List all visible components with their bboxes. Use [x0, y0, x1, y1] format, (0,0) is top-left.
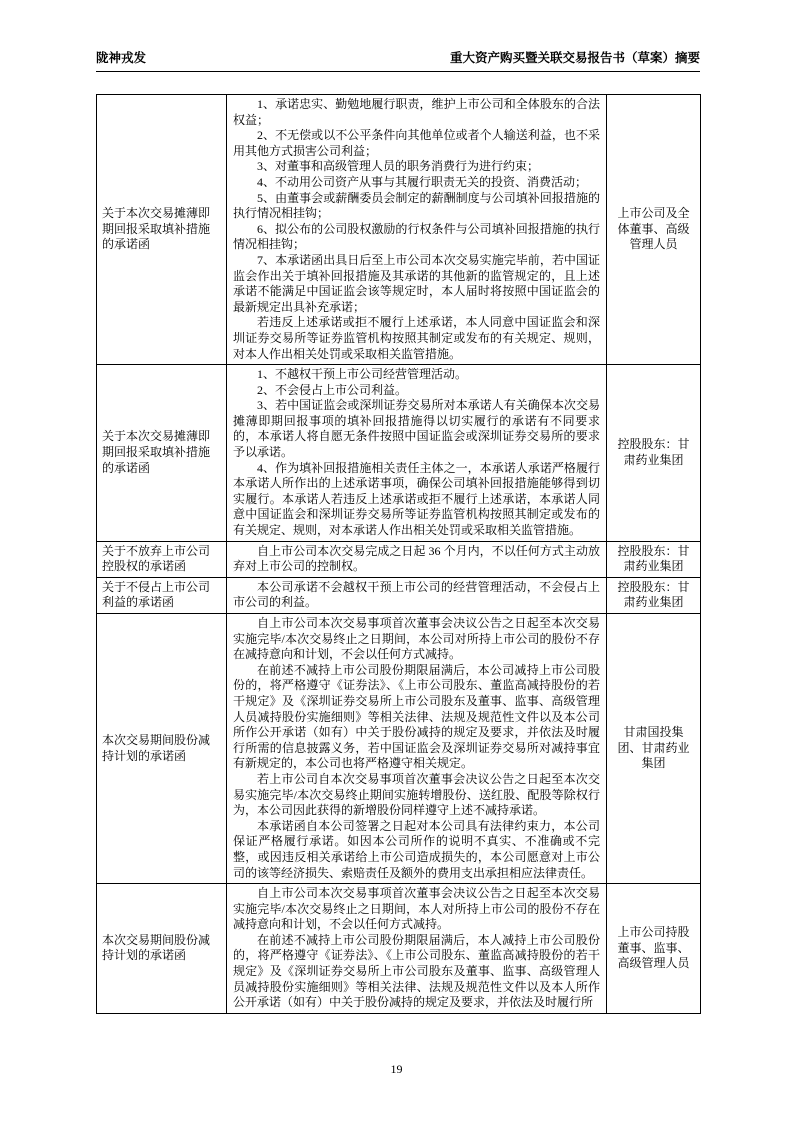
table-row: [97, 541, 701, 577]
page-header: [96, 48, 700, 72]
commitment-paragraph: 自上市公司本次交易完成之日起 36 个月内，不以任何方式主动放弃对上市公司的控制权。: [233, 543, 600, 574]
commitment-content-cell: [227, 95, 607, 365]
commitment-party-cell: 控股股东：甘肃药业集团: [607, 541, 701, 577]
table-row: [97, 614, 701, 884]
commitment-paragraph: 2、不会侵占上市公司利益。: [257, 382, 408, 397]
table-row: [97, 577, 701, 613]
commitment-paragraph: 4、不动用公司资产从事与其履行职责无关的投资、消费活动；: [257, 174, 588, 189]
commitment-paragraph: 4、作为填补回报措施相关责任主体之一，本承诺人承诺严格履行本承诺人所作出的上述承诺事项，确保公司填补回报措施能够得到切实履行。本承诺人若违反上述承诺或拒不履行上述承诺，本承诺人同意中国证监会和深圳证券交易所等证券监管机构按照其制定或发布的有关规定、规则，对本承诺人作出相关处罚或采取相关监管措施。: [233, 460, 600, 538]
commitment-paragraph: 3、对董事和高级管理人员的职务消费行为进行约束；: [257, 159, 540, 174]
commitment-name-cell: 关于不放弃上市公司控股权的承诺函: [97, 541, 227, 577]
commitment-paragraph: 7、本承诺函出具日后至上市公司本次交易实施完毕前，若中国证监会作出关于填补回报措施及其承诺的其他新的监管规定的，且上述承诺不能满足中国证监会该等规定时，本人届时将按照中国证监会的最新规定出具补充承诺；: [233, 252, 600, 314]
commitment-paragraph: 本承诺函自本公司签署之日起对本公司具有法律约束力，本公司保证严格履行承诺。如因本公司所作的说明不真实、不准确或不完整，或因违反相关承诺给上市公司造成损失的，本公司愿意对上市公司的该等经济损失、索赔责任及额外的费用支出承担相应法律责任。: [233, 818, 600, 880]
commitment-paragraph: 本公司承诺不会越权干预上市公司的经营管理活动，不会侵占上市公司的利益。: [233, 579, 600, 610]
commitment-paragraph: 若违反上述承诺或拒不履行上述承诺，本人同意中国证监会和深圳证券交易所等证券监管机构按照其制定或发布的有关规定、规则，对本人作出相关处罚或采取相关监管措施。: [233, 315, 600, 361]
commitments-table: [96, 94, 701, 1014]
commitment-name-cell: 本次交易期间股份减持计划的承诺函: [97, 614, 227, 884]
commitment-name-cell: 关于不侵占上市公司利益的承诺函: [97, 577, 227, 613]
commitment-paragraph: 2、不无偿或以不公平条件向其他单位或者个人输送利益，也不采用其他方式损害公司利益；: [233, 128, 600, 158]
table-row: [97, 365, 701, 542]
header-document-title: 重大资产购买暨关联交易报告书（草案）摘要: [449, 51, 700, 65]
header-company-name: 陇神戎发: [96, 51, 147, 65]
commitment-party-cell: 控股股东：甘肃药业集团: [607, 365, 701, 542]
commitment-paragraph: 1、承诺忠实、勤勉地履行职责，维护上市公司和全体股东的合法权益；: [233, 97, 600, 127]
commitment-content-cell: [227, 541, 607, 577]
commitment-party-cell: 甘肃国投集团、甘肃药业集团: [607, 614, 701, 884]
commitment-paragraph: 3、若中国证监会或深圳证券交易所对本承诺人有关确保本次交易摊薄即期回报事项的填补回报措施得以切实履行的承诺有不同要求的，本承诺人将自愿无条件按照中国证监会或深圳证券交易所的要求予以承诺。: [233, 398, 600, 460]
commitment-party-cell: 控股股东：甘肃药业集团: [607, 577, 701, 613]
commitment-name-cell: 关于本次交易摊薄即期回报采取填补措施的承诺函: [97, 95, 227, 365]
commitment-content-cell: [227, 884, 607, 1014]
commitment-paragraph: 在前述不减持上市公司股份期限届满后，本公司减持上市公司股份的，将严格遵守《证券法》、《上市公司股东、董监高减持股份的若干规定》及《深圳证券交易所上市公司股东及董事、监事、高级管理人员减持股份实施细则》等相关法律、法规及规范性文件以及本公司所作公开承诺（如有）中关于股份减持的规定及要求，并依法及时履行所需的信息披露义务，若中国证监会及深圳证券交易所对减持事宜有新规定的，本公司也将严格遵守相关规定。: [233, 662, 600, 771]
commitment-content-cell: [227, 365, 607, 542]
commitment-table-body: [97, 95, 701, 1014]
commitment-paragraph: 在前述不减持上市公司股份期限届满后，本人减持上市公司股份的，将严格遵守《证券法》、《上市公司股东、董监高减持股份的若干规定》及《深圳证券交易所上市公司股东及董事、监事、高级管理人员减持股份实施细则》等相关法律、法规及规范性文件以及本人所作公开承诺（如有）中关于股份减持的规定及要求，并依法及时履行所: [233, 932, 600, 1010]
commitment-paragraph: 6、拟公布的公司股权激励的行权条件与公司填补回报措施的执行情况相挂钩；: [233, 221, 600, 252]
commitment-paragraph: 5、由董事会或薪酬委员会制定的薪酬制度与公司填补回报措施的执行情况相挂钩；: [233, 190, 600, 221]
table-row: [97, 884, 701, 1014]
page-number: 19: [390, 1062, 403, 1076]
commitment-party-cell: 上市公司及全体董事、高级管理人员: [607, 95, 701, 365]
commitment-name-cell: 本次交易期间股份减持计划的承诺函: [97, 884, 227, 1014]
commitment-content-cell: [227, 614, 607, 884]
commitment-name-cell: 关于本次交易摊薄即期回报采取填补措施的承诺函: [97, 365, 227, 542]
commitment-paragraph: 若上市公司自本次交易事项首次董事会决议公告之日起至本次交易实施完毕/本次交易终止期间实施转增股份、送红股、配股等除权行为，本公司因此获得的新增股份同样遵守上述不减持承诺。: [233, 771, 600, 818]
commitment-paragraph: 自上市公司本次交易事项首次董事会决议公告之日起至本次交易实施完毕/本次交易终止之日期间，本公司对所持上市公司的股份不存在减持意向和计划，不会以任何方式减持。: [233, 616, 600, 662]
commitment-paragraph: 1、不越权干预上市公司经营管理活动。: [257, 367, 468, 382]
commitment-content-cell: [227, 577, 607, 613]
table-row: [97, 95, 701, 365]
commitment-paragraph: 自上市公司本次交易事项首次董事会决议公告之日起至本次交易实施完毕/本次交易终止之日期间，本人对所持上市公司的股份不存在减持意向和计划，不会以任何方式减持。: [233, 886, 600, 932]
page-footer: [0, 1062, 793, 1077]
commitment-party-cell: 上市公司持股董事、监事、高级管理人员: [607, 884, 701, 1014]
